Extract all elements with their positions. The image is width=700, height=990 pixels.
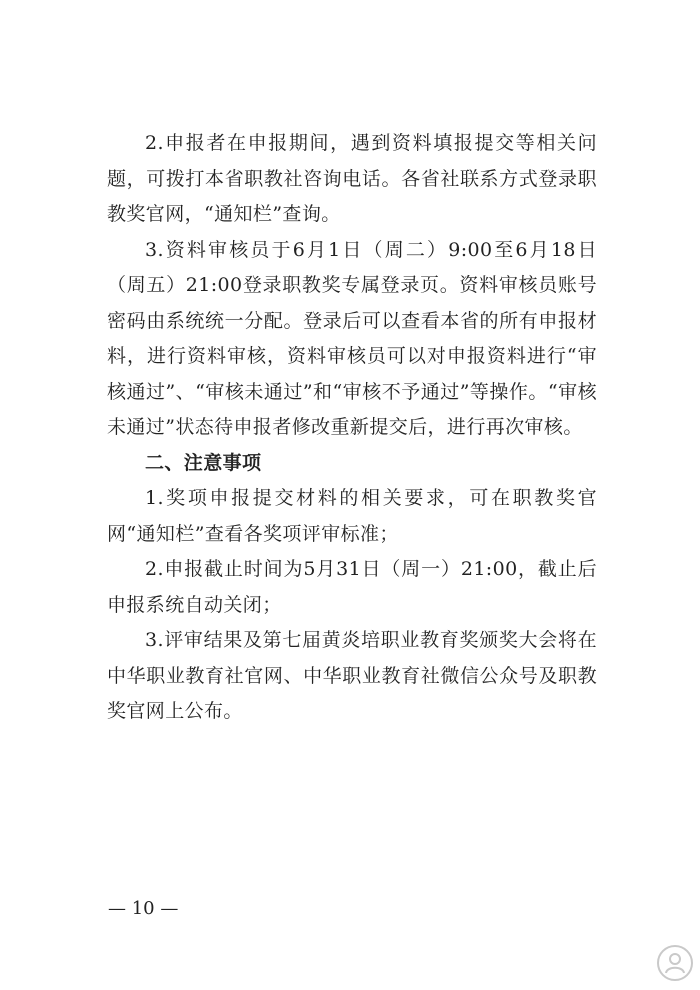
paragraph-contact-info: 2.申报者在申报期间，遇到资料填报提交等相关问题，可拨打本省职教社咨询电话。各省社联系方式登录职教奖官网，“通知栏”查询。 <box>107 132 597 225</box>
section-heading-notes: 二、注意事项 <box>145 451 262 474</box>
paragraph-reviewer-login: 3.资料审核员于6月1日（周二）9:00至6月18日（周五）21:00登录职教奖专属登录页。资料审核员账号密码由系统统一分配。登录后可以查看本省的所有申报材料，进行资料审核，资料审核员可以对申报资料进行“审核通过”、“审核未通过”和“审核不予通过”等操作。“审核未通过”状态待申报者修改重新提交后，进行再次审核。 <box>107 238 597 438</box>
paragraph-deadline: 2.申报截止时间为5月31日（周一）21:00，截止后申报系统自动关闭； <box>107 558 597 616</box>
paragraph-material-requirements: 1.奖项申报提交材料的相关要求，可在职教奖官网“通知栏”查看各奖项评审标准； <box>107 487 597 545</box>
page-number: — 10 — <box>108 898 179 919</box>
user-avatar-icon <box>657 945 693 981</box>
paragraph-results-announcement: 3.评审结果及第七届黄炎培职业教育奖颁奖大会将在中华职业教育社官网、中华职业教育社微信公众号及职教奖官网上公布。 <box>107 629 597 722</box>
document-body <box>107 126 597 730</box>
